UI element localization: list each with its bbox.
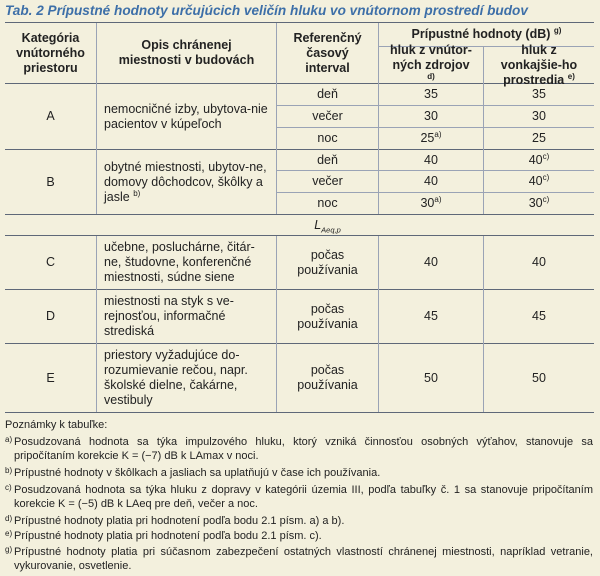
row-c-external: 40 (532, 255, 546, 269)
note-e (5, 529, 593, 543)
row-e-category: E (46, 370, 55, 385)
row-a-internal-2: 30 (424, 109, 438, 123)
row-a-external-3: 25 (532, 131, 546, 145)
row-b-internal-2: 40 (424, 174, 438, 188)
rule-bottom (5, 412, 594, 413)
row-a-internal-1: 35 (424, 87, 438, 101)
row-e-internal: 50 (424, 370, 438, 385)
note-a (5, 435, 593, 463)
row-a-category: A (46, 109, 55, 123)
row-d-category: D (45, 309, 56, 323)
row-c-interval: počas používania (297, 247, 358, 277)
row-a-interval-3: noc (317, 131, 338, 145)
row-b-interval-1: deň (317, 152, 338, 167)
note-text: Prípustné hodnoty v škôlkach a jasliach sa uplatňujú v čase ich používania. (14, 467, 381, 479)
row-b-external-3: 30$^{c)}$ (528, 194, 550, 210)
row-a-internal-3: 25$^{a)}$ (420, 129, 442, 145)
row-d-external: 45 (532, 309, 546, 323)
note-text: Prípustné hodnoty platia pri súčasnom zabezpečení ostatných vlastností chránenej miestnosti, napríklad vetranie, vykurovanie, osvetlenie. (14, 546, 593, 572)
header-description: Opis chránenej miestnosti v budovách (118, 38, 255, 67)
row-a-interval-1: deň (317, 87, 338, 101)
row-b-interval-3: noc (317, 196, 338, 210)
note-text: Posudzovaná hodnota sa týka impulzového hluku, ktorý vzniká činnosťou osobných výťahov, stanovuje sa pripočítaním korekcie K = (−7) dB k LAmax v noci. (14, 436, 593, 462)
row-b-description: obytné miestnosti, ubytov-ne, domovy dôchodcov, škôlky a jasle $^{b)}$ (104, 159, 267, 204)
row-d-internal: 45 (424, 309, 438, 323)
note-text: Prípustné hodnoty platia pri hodnotení podľa bodu 2.1 písm. c). (14, 530, 322, 542)
row-e-description: priestory vyžadujúce do-rozumievanie rečou, napr. školské dielne, čakárne, vestibuly (104, 348, 248, 407)
row-b-internal-1: 40 (424, 152, 438, 167)
row-d-description: miestnosti na styk s ve-rejnosťou, informačné strediská (104, 294, 234, 338)
row-e-external: 50 (532, 370, 546, 385)
row-a-external-1: 35 (532, 87, 546, 101)
row-c-description: učebne, posluchárne, čitár-ne, študovne, konferenčné miestnosti, súdne siene (104, 240, 255, 284)
row-b-category: B (46, 174, 55, 189)
row-e-interval: počas používania (297, 363, 358, 392)
note-d (5, 514, 593, 528)
note-mark: e) (5, 529, 13, 538)
note-g (5, 545, 593, 573)
note-mark: c) (5, 483, 12, 492)
row-c-internal: 40 (424, 255, 438, 269)
note-text: Posudzovaná hodnota sa týka hluku z dopravy v kategórii územia III, podľa tabuľky č. 1 sa stanovuje pripočítaním korekcie K = (−5) dB k LAeq pre deň, večer a noc. (14, 484, 593, 510)
note-b (5, 466, 593, 480)
vrule-1b (96, 236, 97, 412)
note-text: Prípustné hodnoty platia pri hodnotení podľa bodu 2.1 písm. a) a b). (14, 515, 345, 527)
header-category: Kategória vnútorného priestoru (16, 30, 85, 75)
row-b-interval-2: večer (312, 174, 343, 188)
note-mark: b) (5, 466, 13, 475)
note-mark: d) (5, 514, 13, 523)
row-b-external-1: 40$^{c)}$ (528, 151, 550, 167)
note-mark: g) (5, 545, 13, 554)
header-external: hluk z vonkajšie-ho prostredia $^{e)}$ (500, 42, 578, 87)
row-b-external-2: 40$^{c)}$ (528, 172, 550, 188)
table-title: Tab. 2 Prípustné hodnoty určujúcich veličín hluku vo vnútornom prostredí budov (5, 3, 528, 18)
header-interval: Referenčný časový interval (293, 30, 362, 75)
row-a-description: nemocničné izby, ubytova-nie pacientov v kúpeľoch (104, 101, 268, 131)
row-d-interval: počas používania (297, 301, 358, 331)
row-c-category: C (45, 255, 56, 269)
row-a-interval-2: večer (312, 109, 343, 123)
note-mark: a) (5, 435, 13, 444)
notes-title: Poznámky k tabuľke: (5, 419, 108, 431)
row-b-internal-3: 30$^{a)}$ (420, 194, 442, 210)
header-values: Prípustné hodnoty (dB) $^{g)}$ (411, 25, 562, 41)
note-c (5, 483, 593, 511)
row-a-external-2: 30 (532, 109, 546, 123)
laeq-label: $L_{Aeq,p}$ (314, 217, 341, 234)
header-internal: hluk z vnútor-ných zdrojov $^{d)}$ (390, 42, 472, 81)
